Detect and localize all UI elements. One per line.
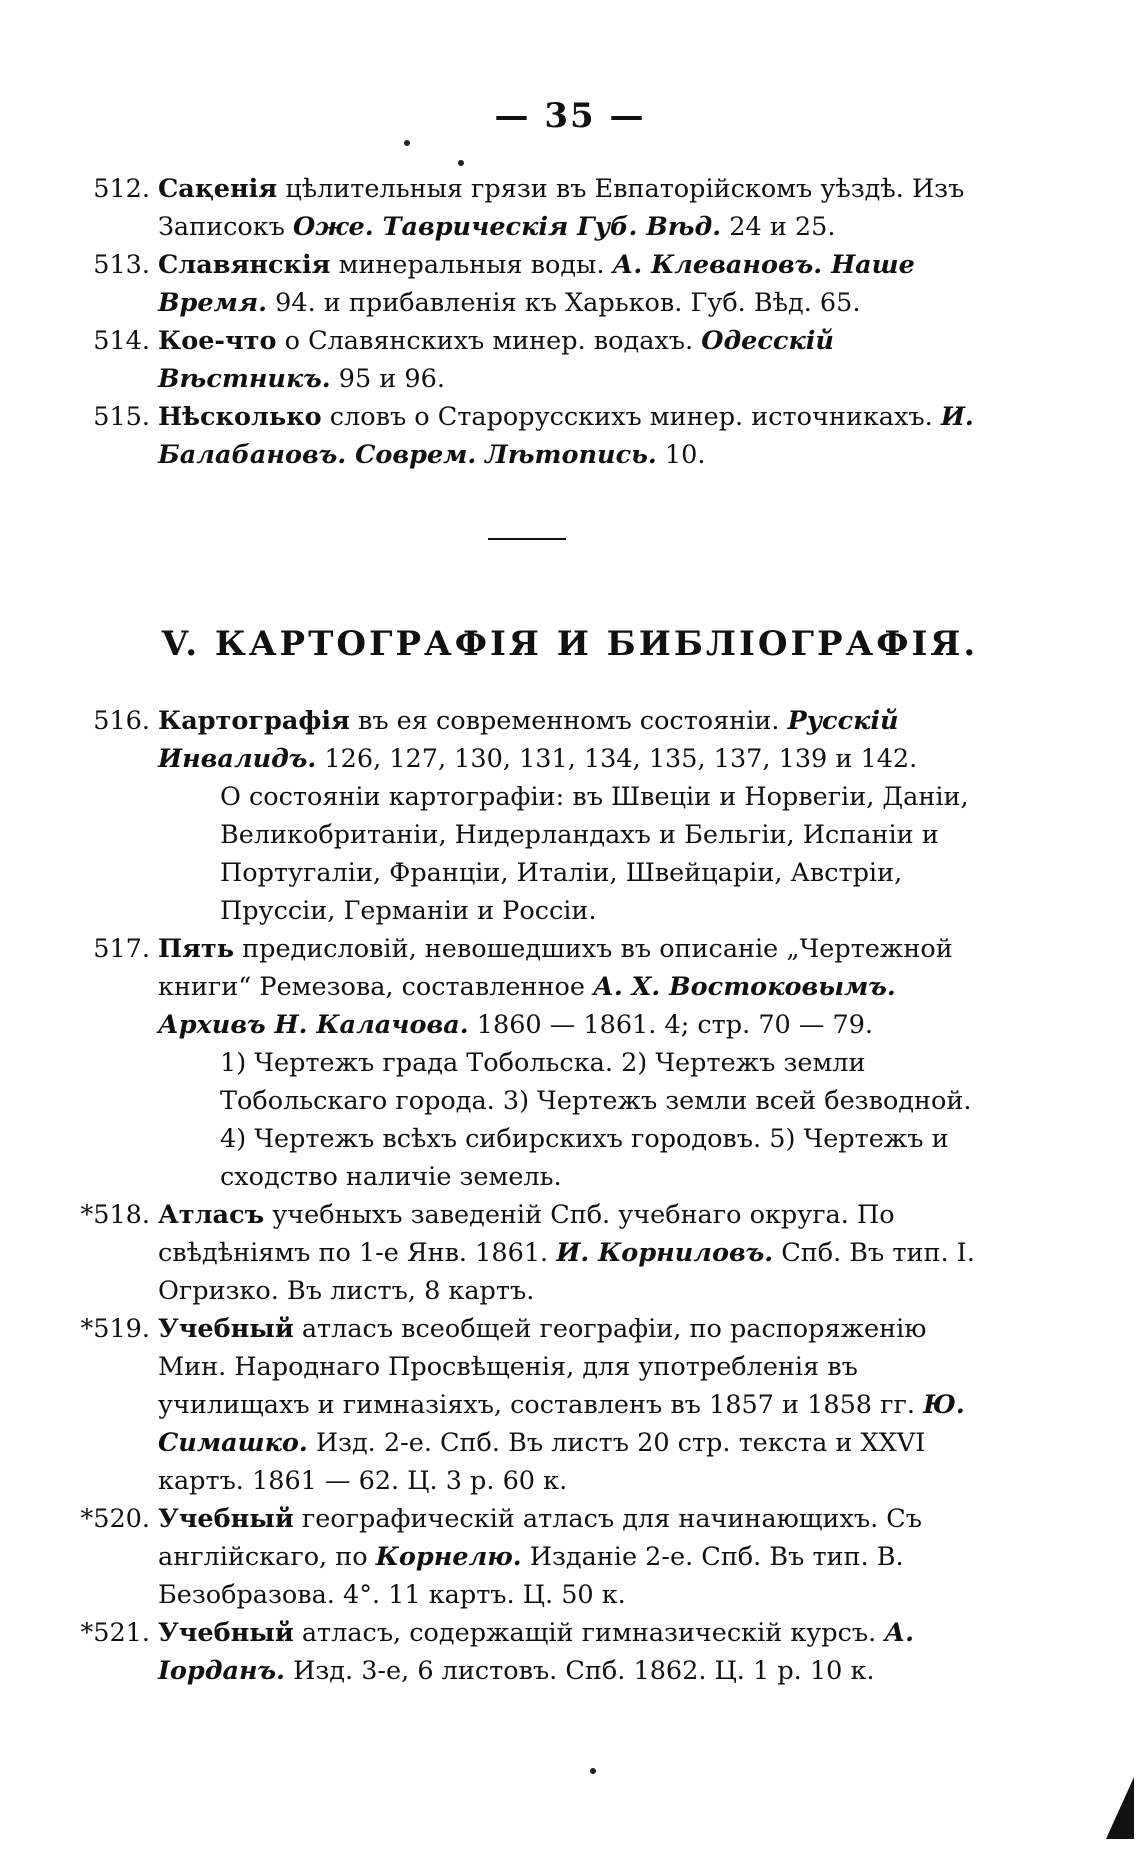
entry-text: минеральныя воды. [330,250,613,280]
entry-issue: Изд. 3-е, 6 листовъ. Спб. 1862. Ц. 1 р. 10 к. [285,1656,875,1686]
entry-issue: 24 и 25. [721,212,836,242]
entry-513 [70,246,980,322]
entry-number: *520. [80,1504,150,1534]
entry-source: А. Іорданъ. [158,1618,914,1686]
speck-mark [590,1768,596,1774]
entry-lead: Сақенія [158,174,278,204]
entry-text: атласъ всеобщей географіи, по распоряженію Мин. Народнаго Просвѣщенія, для употребленія въ училищахъ и гимназіяхъ, составленъ въ 1857 и 1858 гг. [158,1314,927,1420]
entry-text: словъ о Старорусскихъ минер. источникахъ. [321,402,941,432]
entry-lead: Учебный [158,1504,294,1534]
entry-lead: Учебный [158,1618,294,1648]
entry-516 [70,702,980,930]
entry-source: А. Клевановъ. Наше Время. [158,250,915,318]
entry-issue: 1860 — 1861. 4; стр. 70 — 79. [468,1010,874,1040]
entry-text: учебныхъ заведеній Спб. учебнаго округа. По свѣдѣніямъ по 1-е Янв. 1861. [158,1200,895,1268]
entry-number: 516. [93,706,150,736]
entry-issue: 95 и 96. [330,364,445,394]
entry-lead: Учебный [158,1314,294,1344]
entry-518 [70,1196,980,1310]
entry-514 [70,322,980,398]
entry-number: 512. [93,174,150,204]
entry-source: И. Корниловъ. [556,1238,774,1268]
entry-number: *521. [80,1618,150,1648]
entry-source: Корнелю. [375,1542,522,1572]
entry-text: географическій атласъ для начинающихъ. Съ англійскаго, по [158,1504,923,1572]
section-divider [488,538,566,540]
entry-issue: 10. [656,440,706,470]
entry-521 [70,1614,980,1690]
entry-lead: Картографія [158,706,350,736]
entry-source: И. Балабановъ. Соврем. Лѣтопись. [158,402,974,470]
entry-source: Оже. Таврическія Губ. Вѣд. [292,212,722,242]
entry-lead: Нѣсколько [158,402,322,432]
entry-issue: 94. и прибавленія къ Харьков. Губ. Вѣд. 65. [267,288,861,318]
entry-number: *518. [80,1200,150,1230]
entry-lead: Кое-что [158,326,277,356]
entry-text: о Славянскихъ минер. водахъ. [276,326,702,356]
entry-number: 513. [93,250,150,280]
entry-lead: Атласъ [158,1200,265,1230]
entry-source: А. Х. Востоковымъ. Архивъ Н. Калачова. [158,972,896,1040]
entry-source: Русскій Инвалидъ. [158,706,899,774]
entry-519 [70,1310,980,1500]
entry-note: 1) Чертежъ града Тобольска. 2) Чертежъ земли Тобольскаго города. 3) Чертежъ земли всей безводной. 4) Чертежъ всѣхъ сибирскихъ городовъ. 5) Чертежъ и сходство наличіе земель. [220,1048,972,1192]
entry-text: атласъ, содержащій гимназическій курсъ. [293,1618,885,1648]
section-title: V. КАРТОГРАФІЯ И БИБЛІОГРАФІЯ. [161,624,979,664]
entry-text: въ ея современномъ состояніи. [349,706,788,736]
entry-source: Одесскій Вѣстникъ. [158,326,834,394]
entry-note: О состояніи картографіи: въ Швеціи и Норвегіи, Даніи, Великобританіи, Нидерландахъ и Бельгіи, Испаніи и Португаліи, Франціи, Италіи, Швейцаріи, Австріи, Пруссіи, Германіи и Россіи. [220,782,969,926]
section-entries [70,702,980,1690]
entry-512 [70,170,980,246]
entry-text: цѣлительныя грязи въ Евпаторійскомъ уѣздѣ. Изъ Записокъ [158,174,965,242]
entry-source: Ю. Симашко. [158,1390,965,1458]
entry-number: 515. [93,402,150,432]
entry-number: *519. [80,1314,150,1344]
entry-issue: Спб. Въ тип. І. Огризко. Въ листъ, 8 картъ. [158,1238,975,1306]
entry-issue: 126, 127, 130, 131, 134, 135, 137, 139 и 142. [316,744,918,774]
page-number: — 35 — [494,96,646,136]
entry-text: предисловій, невошедшихъ въ описаніе „Чертежной книги“ Ремезова, составленное [158,934,953,1002]
entry-517 [70,930,980,1196]
speck-mark [458,160,464,166]
top-entries [70,170,980,474]
entry-520 [70,1500,980,1614]
speck-mark [404,140,410,146]
entry-issue: Изд. 2-е. Спб. Въ листъ 20 стр. текста и XXVI картъ. 1861 — 62. Ц. 3 р. 60 к. [158,1428,926,1496]
entry-number: 517. [93,934,150,964]
entry-515 [70,398,980,474]
entry-issue: Изданіе 2-е. Спб. Въ тип. В. Безобразова. 4°. 11 картъ. Ц. 50 к. [158,1542,904,1610]
page-corner-mark [1106,1777,1134,1839]
entry-lead: Пять [158,934,235,964]
entry-lead: Славянскія [158,250,331,280]
entry-number: 514. [93,326,150,356]
